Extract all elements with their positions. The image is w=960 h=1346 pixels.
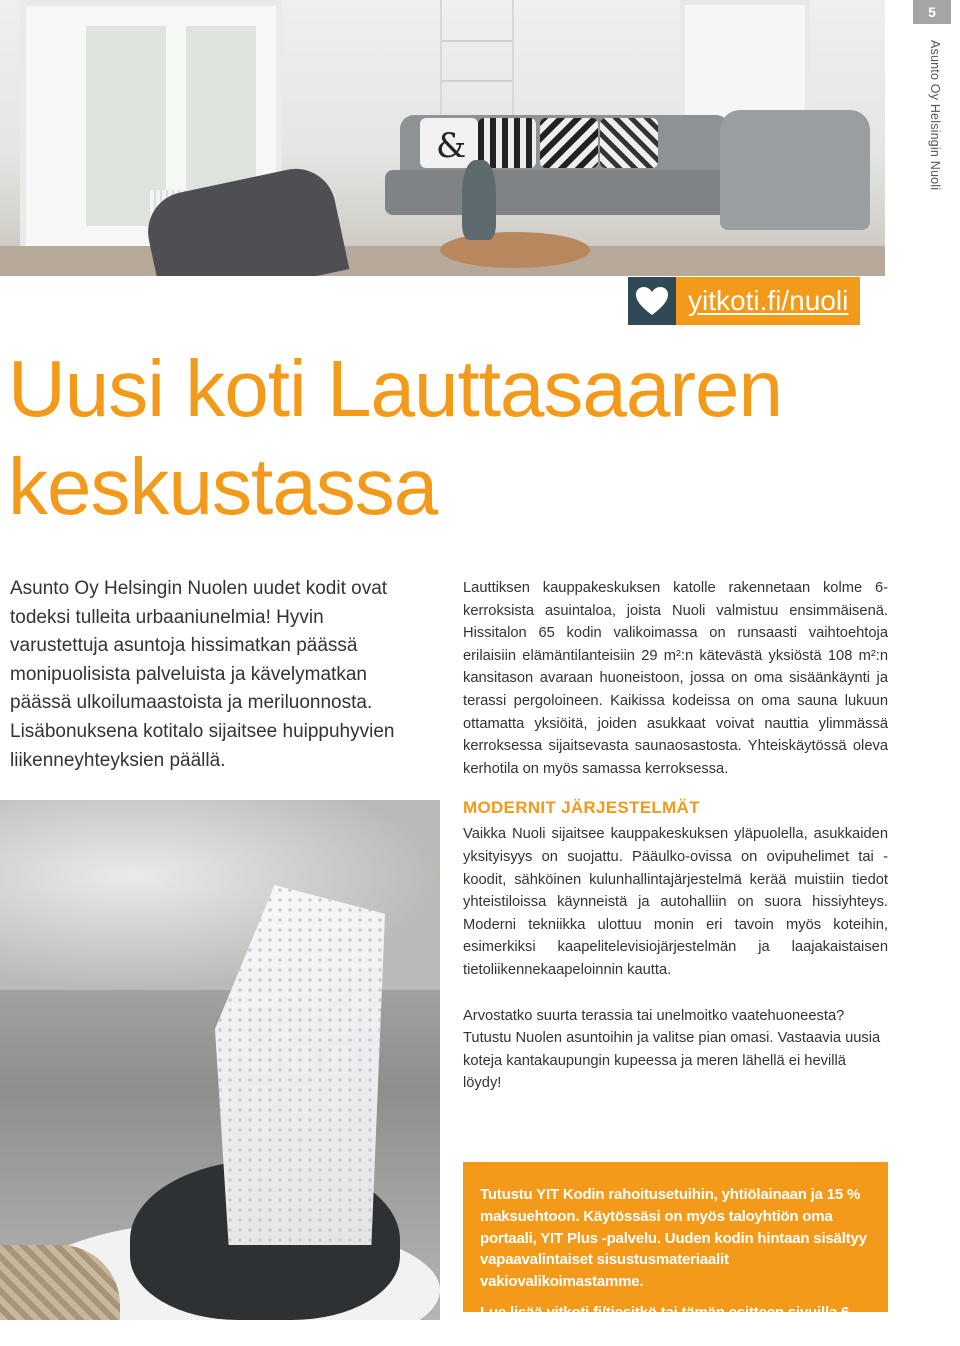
page-title <box>8 340 908 536</box>
side-label: Asunto Oy Helsingin Nuoli <box>928 40 942 191</box>
title-line-1: Uusi koti Lauttasaaren <box>8 344 783 433</box>
body-paragraph-1: Lauttiksen kauppakeskuksen katolle rakennetaan kolme 6-kerroksista asuintaloa, joista Nuoli valmistuu ensimmäisenä. Hissitalon 65 kodin valikoimassa on runsaasti vaihtoehtoja erilaisiin elämäntilanteisiin 29 m²:n kätevästä yksiöstä 108 m²:n kansitason avaraan huoneistoon, jossa on oma sisäänkäynti ja terassi pergoloineen. Kaikissa kodeissa on oma sauna lukuun ottamatta yksiöitä, joiden asukkaat voivat nauttia ylimmässä kerroksessa sijaitsevasta saunaosastosta. Yhteiskäytössä oleva kerhotila on myös samassa kerroksessa. <box>463 580 888 777</box>
info-box-more: Lue lisää yitkoti.fi/tiesitkö tai tämän esitteen sivuilla 6-13. <box>480 1303 854 1343</box>
website-link[interactable]: yitkoti.fi/nuoli <box>688 285 849 316</box>
info-box <box>463 1162 888 1343</box>
hero-photo-living-room: & <box>0 0 885 276</box>
website-link-box[interactable] <box>676 277 860 325</box>
heart-icon <box>628 277 676 325</box>
body-paragraph-3: Arvostatko suurta terassia tai unelmoitko vaatehuoneesta? Tutustu Nuolen asuntoihin ja valitse pian omasi. Vastaavia uusia koteja kantakaupungin kupeessa ja meren lähellä ei hevillä löydy! <box>463 1007 881 1092</box>
napkin-photo <box>0 800 440 1320</box>
info-box-text: Tutustu YIT Kodin rahoitusetuihin, yhtiölainaan ja 15 % maksuehtoon. Käytössäsi on myös taloyhtiön oma portaali, YIT Plus -palvelu. Uuden kodin hintaan sisältyy vapaavalintaiset sisustusmateriaalit vakiovalikoimastamme. <box>480 1186 867 1291</box>
link-bar[interactable] <box>628 277 860 325</box>
title-line-2: keskustassa <box>8 442 438 531</box>
lead-paragraph: Asunto Oy Helsingin Nuolen uudet kodit ovat todeksi tulleita urbaaniunelmia! Hyvin varustettuja asuntoja hissimatkan päässä monipuolisista palveluista ja kävelymatkan päässä ulkoilumaastoista ja meriluonnosta. Lisäbonuksena kotitalo sijaitsee huippuhyvien liikenneyhteyksien päällä. <box>10 578 395 771</box>
body-column <box>463 577 888 1095</box>
body-paragraph-2: Vaikka Nuoli sijaitsee kauppakeskuksen yläpuolella, asukkaiden yksityisyys on suojattu. Pääulko-ovissa on ovipuhelimet tai -koodit, sähköinen kulunhallintajärjestelmä kerää muistiin tiedot yhteistiloissa käynneistä ja autohalliin on suora hissiyhteys. Moderni tekniikka ulottuu monin eri tavoin myös koteihin, esimerkiksi kaapelitelevisiojärjestelmän ja laajakaistaisen tietoliikennekaapeloinnin kautta. <box>463 826 888 978</box>
section-heading: MODERNIT JÄRJESTELMÄT <box>463 798 700 818</box>
page-number: 5 <box>913 0 951 24</box>
